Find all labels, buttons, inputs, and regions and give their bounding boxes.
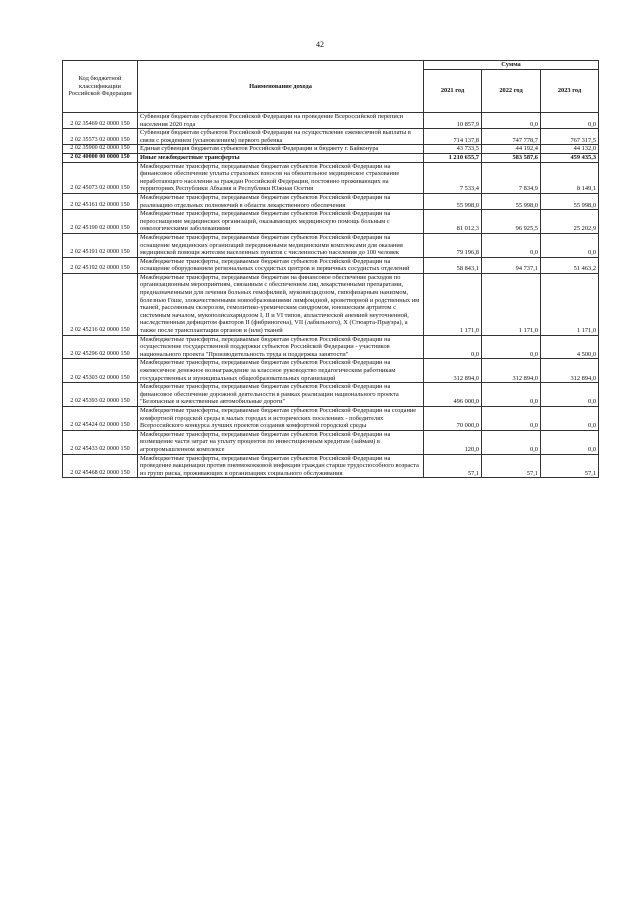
row-name: Межбюджетные трансферты, передаваемые бюджетам субъектов Российской Федерации на возмещение части затрат на уплату процентов по инвестиционным кредитам (займам) в агропромышленном комплексе [138, 430, 424, 454]
table-row [63, 233, 599, 257]
row-value-2022: 44 192,4 [482, 145, 541, 154]
row-value-2023: 0,0 [541, 406, 599, 430]
page-number: 42 [316, 40, 324, 49]
row-value-2023: 1 171,0 [541, 273, 599, 335]
row-code: 2 02 45161 02 0000 150 [63, 193, 138, 209]
row-name: Субвенция бюджетам субъектов Российской Федерации на проведение Всероссийской переписи населения 2020 года [138, 113, 424, 129]
row-value-2021: 714 137,8 [424, 129, 482, 145]
row-value-2021: 7 533,4 [424, 162, 482, 193]
row-value-2023: 51 463,2 [541, 257, 599, 273]
row-value-2022: 0,0 [482, 383, 541, 407]
row-value-2021: 57,1 [424, 454, 482, 478]
row-name: Межбюджетные трансферты, передаваемые бюджетам субъектов Российской Федерации на оснащение оборудованием региональных сосудистых центров и первичных сосудистых отделений [138, 257, 424, 273]
table-row [63, 193, 599, 209]
table-row [63, 359, 599, 383]
row-code: 2 02 45190 02 0000 150 [63, 210, 138, 234]
row-value-2022: 55 998,0 [482, 193, 541, 209]
table-row [63, 153, 599, 162]
row-code: 2 02 35469 02 0000 150 [63, 113, 138, 129]
table-row [63, 145, 599, 154]
row-value-2023: 0,0 [541, 233, 599, 257]
row-value-2023: 55 998,0 [541, 193, 599, 209]
row-value-2022: 747 778,7 [482, 129, 541, 145]
row-value-2023: 767 317,5 [541, 129, 599, 145]
row-code: 2 02 35900 02 0000 150 [63, 145, 138, 154]
row-value-2023: 0,0 [541, 113, 599, 129]
table-row [63, 210, 599, 234]
row-value-2021: 55 998,0 [424, 193, 482, 209]
header-code: Код бюджетной классификации Российской Федерации [63, 61, 138, 113]
row-value-2022: 0,0 [482, 113, 541, 129]
row-name: Межбюджетные трансферты, передаваемые бюджетам субъектов Российской Федерации на финансовое обеспечение дорожной деятельности в рамках реализации национального проекта "Безопасные и качественные автомобильные дороги" [138, 383, 424, 407]
row-value-2021: 496 000,0 [424, 383, 482, 407]
row-code: 2 02 45073 02 0000 150 [63, 162, 138, 193]
row-value-2022: 7 834,9 [482, 162, 541, 193]
header-sum: Сумма [424, 61, 599, 70]
header-year-2021: 2021 год [424, 70, 482, 113]
table-row [63, 335, 599, 359]
row-name: Межбюджетные трансферты, передаваемые бюджетам субъектов Российской Федерации на проведение вакцинации против пневмококковой инфекции граждан старше трудоспособного возраста из групп риска, проживающих в организациях социального обслуживания [138, 454, 424, 478]
header-year-2023: 2023 год [541, 70, 599, 113]
row-value-2022: 583 587,6 [482, 153, 541, 162]
row-name: Межбюджетные трансферты, передаваемые бюджетам субъектов Российской Федерации на оснащение медицинских организаций передвижными медицинскими комплексами для оказания медицинской помощи жителям населенных пунктов с численностью населения до 100 человек [138, 233, 424, 257]
row-value-2021: 79 196,8 [424, 233, 482, 257]
row-code: 2 02 45296 02 0000 150 [63, 335, 138, 359]
table-row [63, 383, 599, 407]
row-code: 2 02 45303 02 0000 150 [63, 359, 138, 383]
row-value-2022: 0,0 [482, 233, 541, 257]
row-value-2021: 0,0 [424, 335, 482, 359]
row-value-2023: 0,0 [541, 383, 599, 407]
table-row [63, 162, 599, 193]
row-value-2023: 0,0 [541, 430, 599, 454]
table-row [63, 113, 599, 129]
row-value-2022: 94 737,1 [482, 257, 541, 273]
row-value-2021: 120,0 [424, 430, 482, 454]
table-row [63, 430, 599, 454]
row-value-2022: 0,0 [482, 406, 541, 430]
row-code: 2 02 45393 02 0000 150 [63, 383, 138, 407]
row-name: Межбюджетные трансферты, передаваемые бюджетам субъектов Российской Федерации на реализацию отдельных полномочий в области лекарственного обеспечения [138, 193, 424, 209]
row-name: Межбюджетные трансферты, передаваемые бюджетам субъектов Российской Федерации на ежемесячное денежное вознаграждение за классное руководство педагогическим работникам государственных и муниципальных общеобразовательных организаций [138, 359, 424, 383]
row-value-2023: 459 435,3 [541, 153, 599, 162]
header-year-2022: 2022 год [482, 70, 541, 113]
row-name: Межбюджетные трансферты, передаваемые бюджетам субъектов Российской Федерации на создание комфортной городской среды в малых городах и исторических поселениях - победителях Всероссийского конкурса лучших проектов создания комфортной городской среды [138, 406, 424, 430]
table-row [63, 406, 599, 430]
row-value-2023: 4 500,0 [541, 335, 599, 359]
row-name: Субвенция бюджетам субъектов Российской Федерации на осуществление ежемесячной выплаты в связи с рождением (усыновлением) первого ребенка [138, 129, 424, 145]
table-row [63, 129, 599, 145]
row-value-2022: 312 894,0 [482, 359, 541, 383]
row-value-2021: 312 894,0 [424, 359, 482, 383]
row-code: 2 02 45191 02 0000 150 [63, 233, 138, 257]
row-value-2021: 43 733,5 [424, 145, 482, 154]
row-name: Межбюджетные трансферты, передаваемые бюджетам субъектов Российской Федерации на финансовое обеспечение уплаты страховых взносов на обязательное медицинское страхование неработающего населения за граждан Российской Федерации, постоянно проживающих на территориях Республики Абхазия и Республики Южная Осетия [138, 162, 424, 193]
row-name: Межбюджетные трансферты, передаваемые бюджетам субъектов Российской Федерации на осуществление государственной поддержки субъектов Российской Федерации - участников национального проекта "Производительность труда и поддержка занятости" [138, 335, 424, 359]
row-name: Единая субвенция бюджетам субъектов Российской Федерации и бюджету г. Байконура [138, 145, 424, 154]
row-name: Межбюджетные трансферты, передаваемые бюджетам на финансовое обеспечение расходов по организационным мероприятиям, связанным с обеспечением лиц лекарственными препаратами, предназначенными для лечения больных гемофилией, муковисцидозом, гипофизарным нанизмом, болезнью Гоше, злокачественными новообразованиями лимфоидной, кроветворной и родственных им тканей, рассеянным склерозом, гемолитико-уремическим синдромом, юношеским артритом с системным началом, мукополисахаридозом I, II и VI типов, апластической анемией неуточненной, наследственным дефицитом факторов II (фибриногена), VII (лабильного), X (Стюарта-Прауэра), а также после трансплантации органов и (или) тканей [138, 273, 424, 335]
row-value-2022: 1 171,0 [482, 273, 541, 335]
row-value-2022: 96 925,5 [482, 210, 541, 234]
row-value-2022: 0,0 [482, 430, 541, 454]
row-code: 2 02 45468 02 0000 150 [63, 454, 138, 478]
row-value-2022: 0,0 [482, 335, 541, 359]
row-code: 2 02 45433 02 0000 150 [63, 430, 138, 454]
row-value-2023: 57,1 [541, 454, 599, 478]
table-row [63, 273, 599, 335]
row-value-2021: 70 000,0 [424, 406, 482, 430]
row-value-2023: 44 132,0 [541, 145, 599, 154]
row-name: Иные межбюджетные трансферты [138, 153, 424, 162]
row-code: 2 02 45216 02 0000 150 [63, 273, 138, 335]
row-value-2021: 58 843,1 [424, 257, 482, 273]
row-code: 2 02 35573 02 0000 150 [63, 129, 138, 145]
table-row [63, 257, 599, 273]
row-value-2022: 57,1 [482, 454, 541, 478]
row-value-2021: 1 171,0 [424, 273, 482, 335]
revenue-table [62, 60, 599, 478]
row-code: 2 02 45424 02 0000 150 [63, 406, 138, 430]
row-name: Межбюджетные трансферты, передаваемые бюджетам субъектов Российской Федерации на переоснащение медицинских организаций, оказывающих медицинскую помощь больным с онкологическими заболеваниями [138, 210, 424, 234]
row-value-2021: 81 012,3 [424, 210, 482, 234]
row-value-2023: 25 202,9 [541, 210, 599, 234]
table-body [63, 113, 599, 478]
row-code: 2 02 40000 00 0000 150 [63, 153, 138, 162]
row-code: 2 02 45192 02 0000 150 [63, 257, 138, 273]
row-value-2021: 1 210 655,7 [424, 153, 482, 162]
table-row [63, 454, 599, 478]
header-name: Наименование дохода [138, 61, 424, 113]
row-value-2021: 10 857,9 [424, 113, 482, 129]
row-value-2023: 312 894,0 [541, 359, 599, 383]
row-value-2023: 8 149,1 [541, 162, 599, 193]
